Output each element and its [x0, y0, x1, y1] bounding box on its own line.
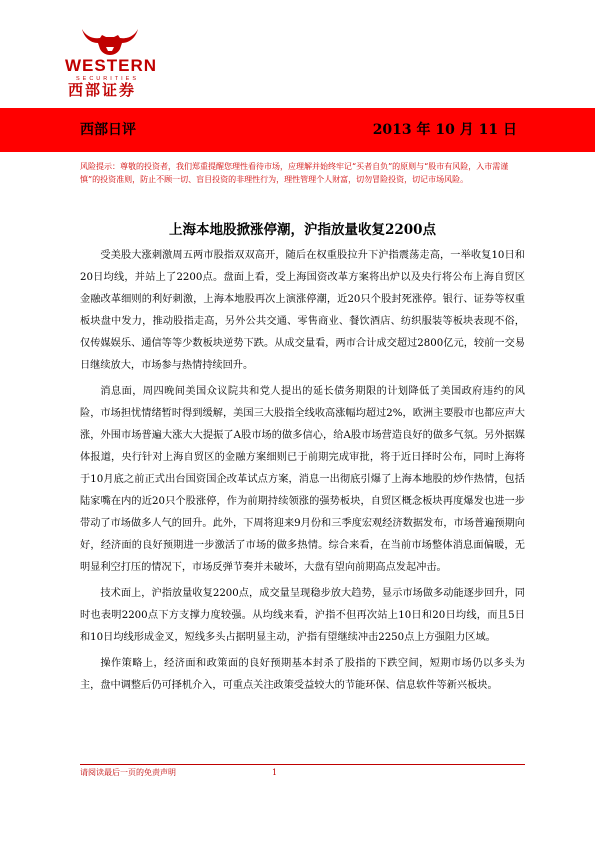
report-date: 2013 年 10 月 11 日	[372, 122, 517, 138]
article-headline: 上海本地股掀涨停潮，沪指放量收复2200点	[168, 222, 437, 238]
article-body	[80, 245, 525, 701]
page-number: 1	[272, 768, 278, 777]
bull-head-icon	[80, 25, 140, 57]
article-paragraph: 操作策略上，经济面和政策面的良好预期基本封杀了股指的下跌空间，短期市场仍以多头为主，盘中调整后仍可择机介入，可重点关注政策受益较大的节能环保、信息软件等新兴板块。	[80, 658, 525, 691]
footer-disclaimer[interactable]: 请阅读最后一页的免责声明	[80, 768, 176, 777]
risk-notice: 风险提示：尊敬的投资者，我们郑重提醒您理性看待市场，应理解并始终牢记“买者自负”的原则与“股市有风险，入市需谨慎”的投资准则，防止不顾一切、盲目投资的非理性行为，理性管理个人财富，切勿冒险投资，切记市场风险。	[80, 162, 509, 184]
report-title: 西部日评	[80, 122, 136, 138]
logo-chinese-name: 西部证券	[68, 81, 137, 99]
logo-wordmark: WESTERN	[65, 56, 157, 75]
header-banner	[0, 108, 595, 152]
article-paragraph: 消息面，周四晚间美国众议院共和党人提出的延长债务期限的计划降低了美国政府违约的风险，市场担忧情绪暂时得到缓解，美国三大股指全线收高涨幅均超过2%，欧洲主要股市也都应声大涨，外围市场普遍大涨大大提振了A股市场的做多信心，给A股市场营造良好的做多气氛。另外据媒体报道，央行针对上海自贸区的金融方案细则已于前期完成审批，将于近日择时公布，同时上海将于10月底之前正式出台国资国企改革试点方案，消息一出彻底引爆了上海本地股的炒作热情，包括陆家嘴在内的近20只个股涨停，作为前期持续领涨的强势板块，自贸区概念板块再度爆发也进一步带动了市场做多人气的回升。此外，下周将迎来9月份和三季度宏观经济数据发布，市场普遍预期向好，经济面的良好预期进一步激活了市场的做多热情。综合来看，在当前市场整体消息面偏暖，无明显利空打压的情况下，市场反弹节奏并未破坏，大盘有望向前期高点发起冲击。	[80, 386, 525, 573]
article-paragraph: 受美股大涨刺激周五两市股指双双高开，随后在权重股拉升下沪指震荡走高，一举收复10日和20日均线，并站上了2200点。盘面上看，受上海国资改革方案将出炉以及央行将公布上海自贸区金融改革细则的利好刺激，上海本地股再次上演涨停潮，近20只个股封死涨停。银行、证券等权重板块盘中发力，推动股指走高，另外公共交通、零售商业、餐饮酒店、纺织服装等板块表现不俗，仅传媒娱乐、通信等等少数板块逆势下跌。从成交量看，两市合计成交超过2800亿元，较前一交易日继续放大，市场参与热情持续回升。	[80, 250, 525, 371]
footer-divider	[80, 764, 525, 765]
logo-tagline: SECURITIES	[76, 76, 140, 82]
article-paragraph: 技术面上，沪指放量收复2200点，成交量呈现稳步放大趋势，显示市场做多动能逐步回升，同时也表明2200点下方支撑力度较强。从均线来看，沪指不但再次站上10日和20日均线，而且5日和10日均线形成金叉，短线多头占据明显主动，沪指有望继续冲击2250点上方强阻力区域。	[80, 588, 525, 643]
company-logo	[62, 25, 162, 100]
